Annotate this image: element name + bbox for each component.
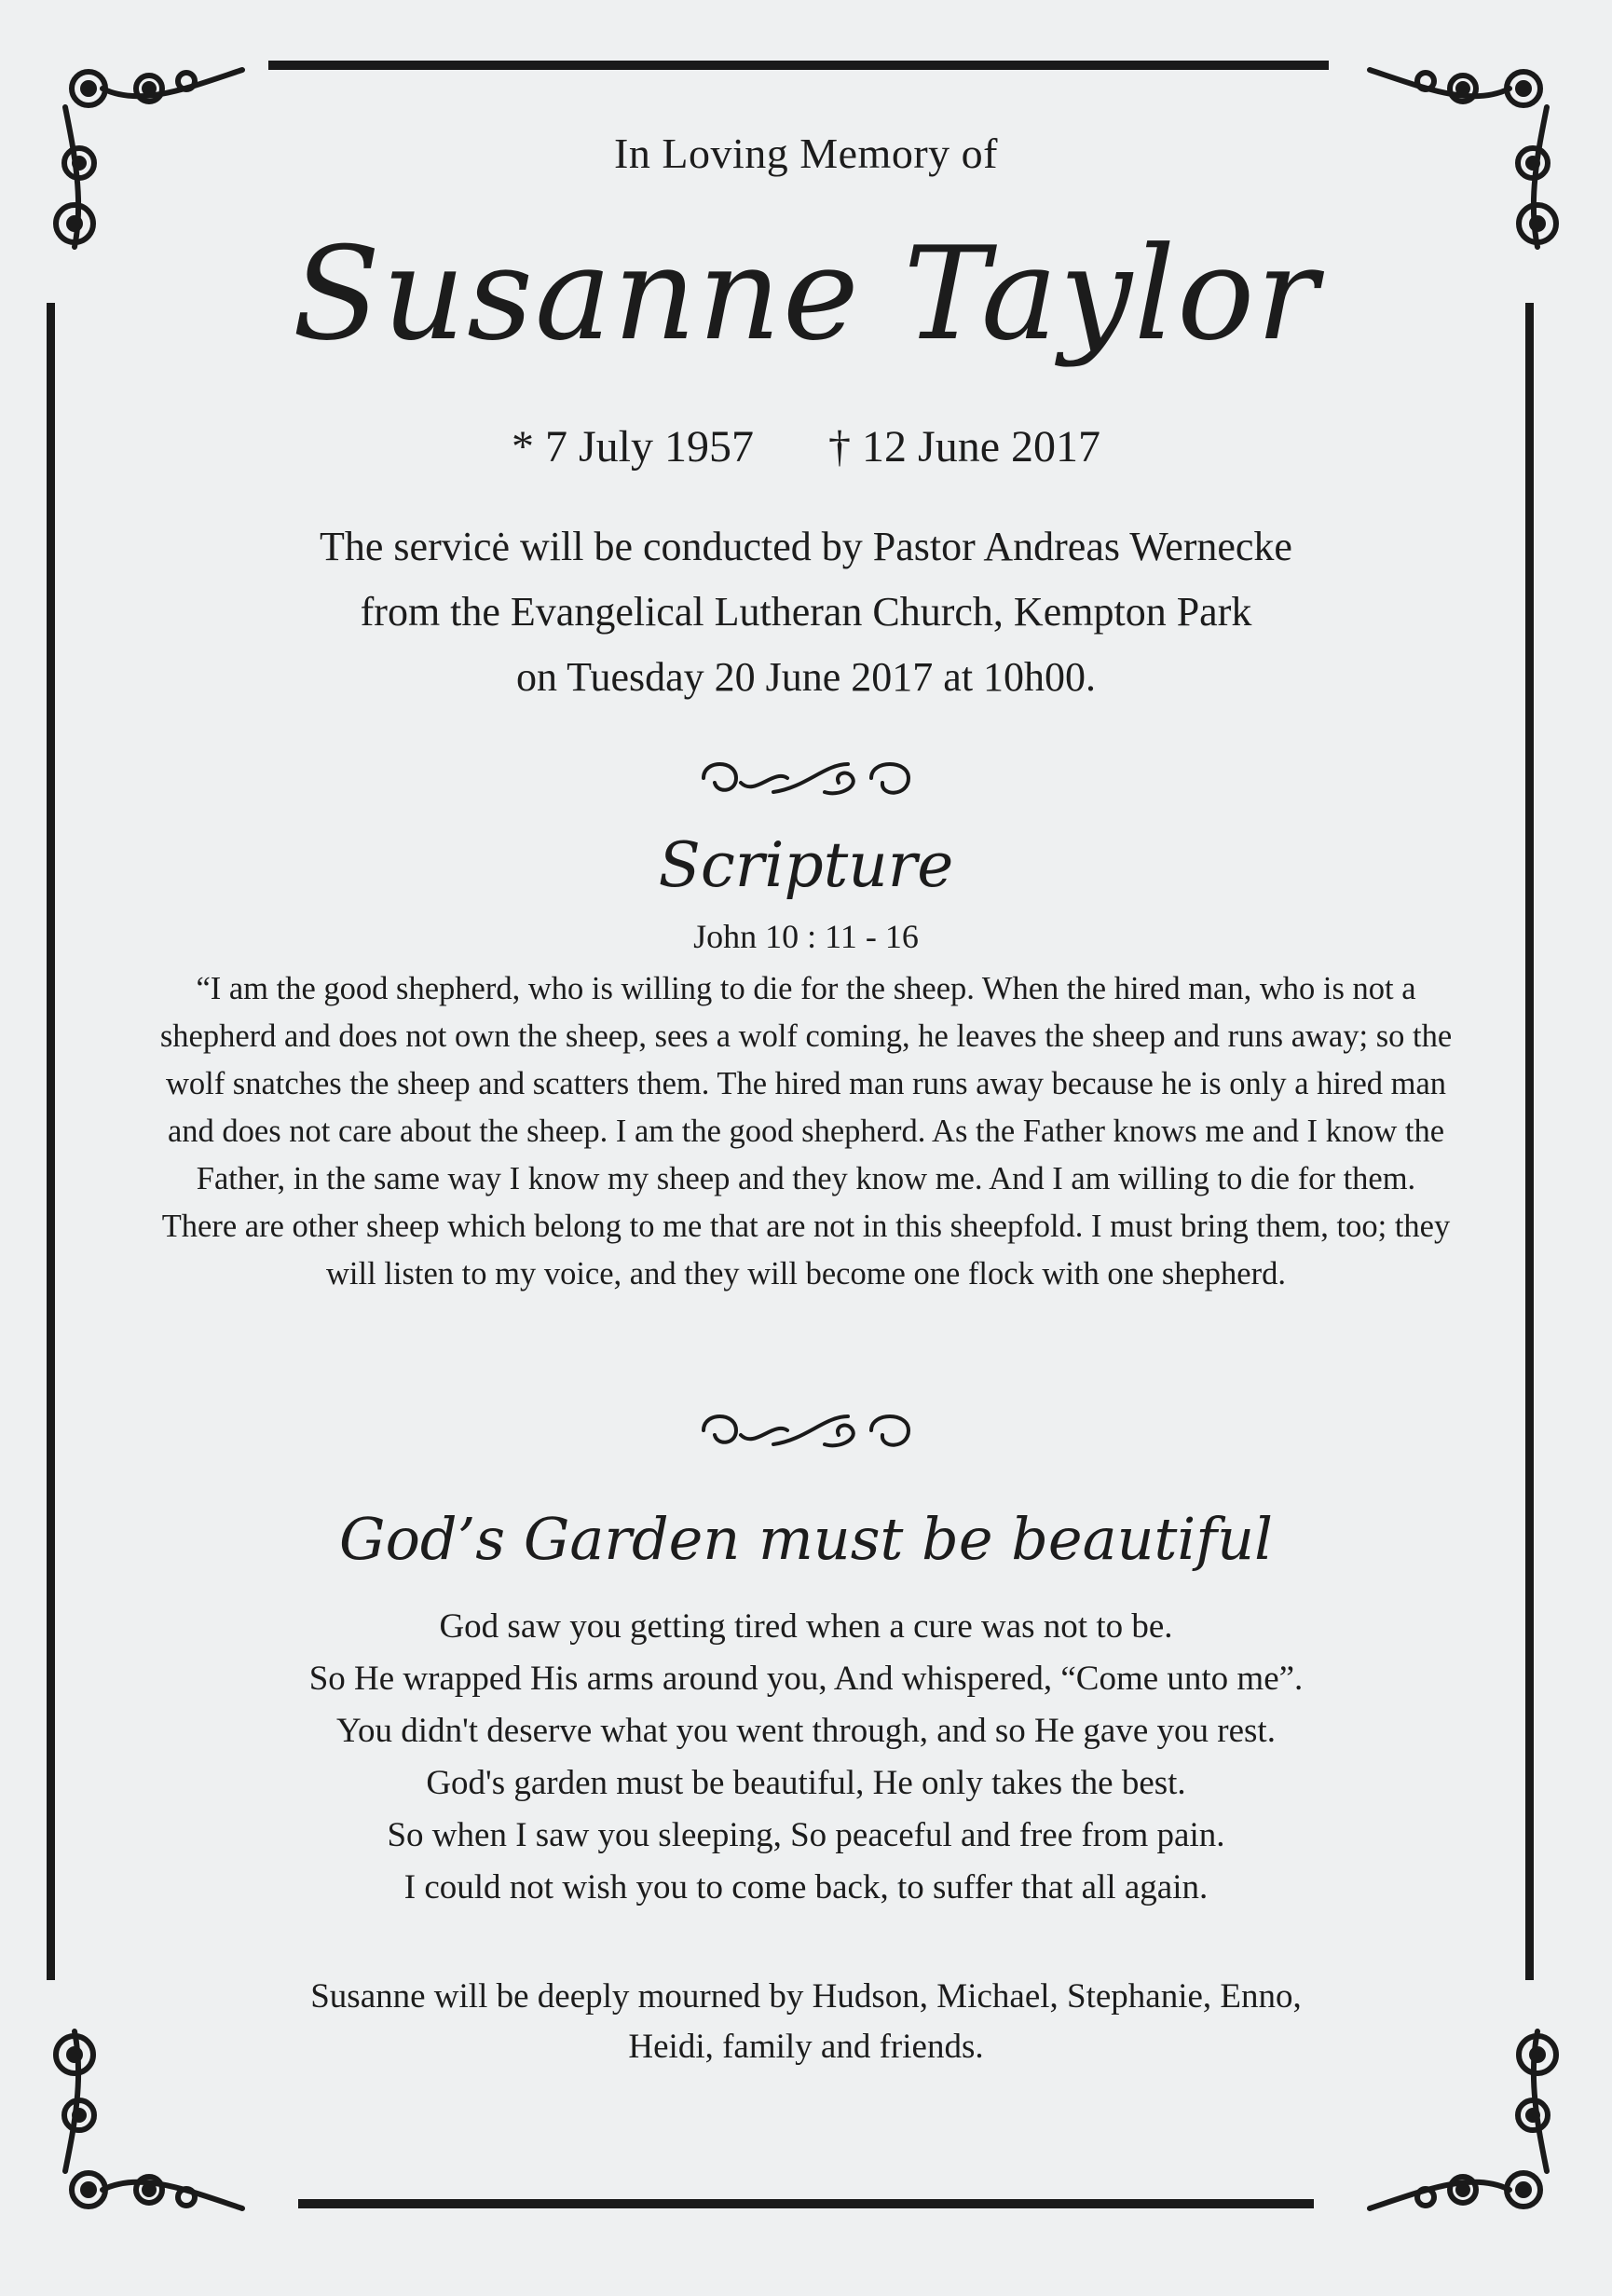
scripture-heading: Scripture	[658, 829, 954, 901]
bottom-border-rule	[298, 2199, 1314, 2208]
mourners-note	[140, 1972, 1472, 2072]
poem-heading: God’s Garden must be beautiful	[339, 1505, 1273, 1573]
deceased-name: Susanne Taylor	[292, 219, 1320, 369]
poem-line: I could not wish you to come back, to suffer that all again.	[403, 1868, 1209, 1906]
poem-text	[140, 1601, 1472, 1914]
closing-line: Susanne will be deeply mourned by Hudson, Michael, Stephanie, Enno,	[310, 1977, 1302, 2016]
birth-date: * 7 July 1957	[512, 422, 755, 472]
service-line: from the Evangelical Lutheran Church, Kempton Park	[360, 589, 1252, 635]
poem-line: God saw you getting tired when a cure was not to be.	[439, 1607, 1173, 1646]
service-line: on Tuesday 20 June 2017 at 10h00.	[515, 654, 1097, 700]
scripture-reference: John 10 : 11 - 16	[693, 918, 919, 955]
closing-line: Heidi, family and friends.	[628, 2028, 984, 2066]
flourish-divider	[685, 1398, 927, 1463]
life-dates	[140, 421, 1472, 472]
poem-line: You didn't deserve what you went through, and so He gave you rest.	[336, 1712, 1276, 1750]
flourish-divider	[685, 745, 927, 811]
memorial-intro: In Loving Memory of	[614, 130, 998, 177]
poem-line: So when I saw you sleeping, So peaceful and free from pain.	[387, 1816, 1225, 1854]
scripture-text: “I am the good shepherd, who is willing to die for the sheep. When the hired man, who is not a shepherd and does not own the sheep, sees a wolf coming, he leaves the sheep and runs away; so the wolf snatches the sheep and scatters them. The hired man runs away because he is only a hired man and does not care about the sheep. I am the good shepherd. As the Father knows me and I know the Father, in the same way I know my sheep and they know me. And I am willing to die for them. There are other sheep which belong to me that are not in this sheepfold. I must bring them, too; they will listen to my voice, and they will become one flock with one shepherd.	[159, 971, 1453, 1292]
left-border-rule	[47, 303, 55, 1980]
right-border-rule	[1525, 303, 1534, 1980]
poem-line: So He wrapped His arms around you, And whispered, “Come unto me”.	[308, 1660, 1304, 1698]
service-details	[140, 514, 1472, 710]
service-line: The servicė will be conducted by Pastor Andreas Wernecke	[320, 524, 1292, 569]
death-date: † 12 June 2017	[828, 422, 1100, 472]
top-border-rule	[268, 61, 1329, 70]
poem-line: God's garden must be beautiful, He only takes the best.	[426, 1764, 1186, 1802]
